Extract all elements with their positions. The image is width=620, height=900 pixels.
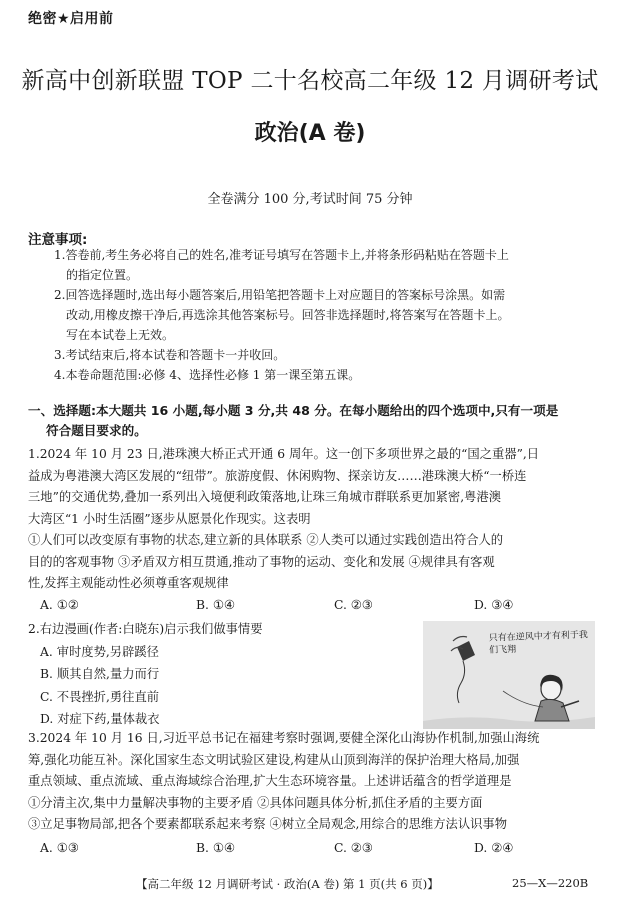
notice-item: 1.答卷前,考生务必将自己的姓名,准考证号填写在答题卡上,并将条形码粘贴在答题卡上 <box>54 248 509 262</box>
question-line: 性,发挥主观能动性必须尊重客观规律 <box>28 576 229 590</box>
cartoon-illustration <box>423 621 595 729</box>
question-line: 益成为粤港澳大湾区发展的“纽带”。旅游度假、休闲购物、探亲访友……港珠澳大桥“一桥连 <box>28 468 527 483</box>
question-line: 3.2024 年 10 月 16 日,习近平总书记在福建考察时强调,要健全深化山海协作机制,加强山海统 <box>28 731 540 745</box>
question-3-options <box>40 841 600 861</box>
option-c[interactable]: C. ②③ <box>334 598 373 612</box>
cartoon-caption: 只有在逆风中才有利于我们飞翔 <box>488 630 588 656</box>
notice-item: 2.回答选择题时,选出每小题答案后,用铅笔把答题卡上对应题目的答案标号涂黑。如需 <box>54 288 506 302</box>
section-heading <box>28 401 598 441</box>
section-heading-line: 一、选择题:本大题共 16 小题,每小题 3 分,共 48 分。在每小题给出的四个选项中,只有一项是 <box>28 403 559 418</box>
option-b[interactable]: B. 顺其自然,量力而行 <box>40 667 160 681</box>
notice-item: 写在本试卷上无效。 <box>66 328 175 342</box>
notice-item: 3.考试结束后,将本试卷和答题卡一并收回。 <box>54 348 286 362</box>
question-line: ③立足事物局部,把各个要素都联系起来考察 ④树立全局观念,用综合的思维方法认识事物 <box>28 817 508 831</box>
option-c[interactable]: C. 不畏挫折,勇往直前 <box>40 689 160 704</box>
question-line: 2.右边漫画(作者:白晓东)启示我们做事情要 <box>28 622 263 636</box>
confidential-label: 绝密★启用前 <box>28 11 114 27</box>
footer-page-info: 【高二年级 12 月调研考试 · 政治(A 卷) 第 1 页(共 6 页)】 <box>136 877 439 891</box>
question-3 <box>28 728 598 836</box>
question-line: 三地”的交通优势,叠加一系列出入境便利政策落地,让珠三角城市群联系更加紧密,粤港澳 <box>28 490 501 504</box>
notice-list <box>54 245 594 385</box>
option-a[interactable]: A. ①② <box>40 598 79 612</box>
question-line: ①分清主次,集中力量解决事物的主要矛盾 ②具体问题具体分析,抓住矛盾的主要方面 <box>28 795 483 810</box>
question-1-options <box>40 598 600 618</box>
exam-title: 新高中创新联盟 TOP 二十名校高二年级 12 月调研考试 <box>21 68 599 94</box>
question-line: 1.2024 年 10 月 23 日,港珠澳大桥正式开通 6 周年。这一创下多项世界之最的“国之重器”,日 <box>28 447 540 461</box>
question-2 <box>28 618 408 731</box>
question-line: 目的的客观事物 ③矛盾双方相互贯通,推动了事物的运动、变化和发展 ④规律具有客观 <box>28 554 495 569</box>
question-1 <box>28 444 598 595</box>
option-b[interactable]: B. ①④ <box>196 841 235 855</box>
option-c[interactable]: C. ②③ <box>334 841 373 855</box>
option-d[interactable]: D. 对症下药,量体裁衣 <box>40 712 160 726</box>
notice-item: 改动,用橡皮擦干净后,再选涂其他答案标号。回答非选择题时,将答案写在答题卡上。 <box>66 308 510 322</box>
footer-code: 25—X—220B <box>512 876 589 890</box>
question-line: 重点领域、重点流域、重点海域综合治理,扩大生态环境容量。上述讲话蕴含的哲学道理是 <box>28 774 512 788</box>
notice-item: 的指定位置。 <box>66 268 139 282</box>
option-a[interactable]: A. ①③ <box>40 841 79 855</box>
option-d[interactable]: D. ②④ <box>474 841 514 855</box>
option-b[interactable]: B. ①④ <box>196 598 235 612</box>
option-d[interactable]: D. ③④ <box>474 598 514 612</box>
section-heading-line: 符合题目要求的。 <box>46 423 147 438</box>
question-line: 大湾区“1 小时生活圈”逐步从愿景化作现实。这表明 <box>28 511 311 526</box>
notice-heading: 注意事项: <box>28 232 88 248</box>
question-line: 筹,强化功能互补。深化国家生态文明试验区建设,构建从山顶到海洋的保护治理大格局,加强 <box>28 752 520 767</box>
exam-subtitle: 政治(A 卷) <box>254 121 366 146</box>
exam-meta: 全卷满分 100 分,考试时间 75 分钟 <box>207 192 413 207</box>
question-line: ①人们可以改变原有事物的状态,建立新的具体联系 ②人类可以通过实践创造出符合人的 <box>28 533 504 547</box>
option-a[interactable]: A. 审时度势,另辟蹊径 <box>40 644 159 659</box>
notice-item: 4.本卷命题范围:必修 4、选择性必修 1 第一课至第五课。 <box>54 368 361 382</box>
